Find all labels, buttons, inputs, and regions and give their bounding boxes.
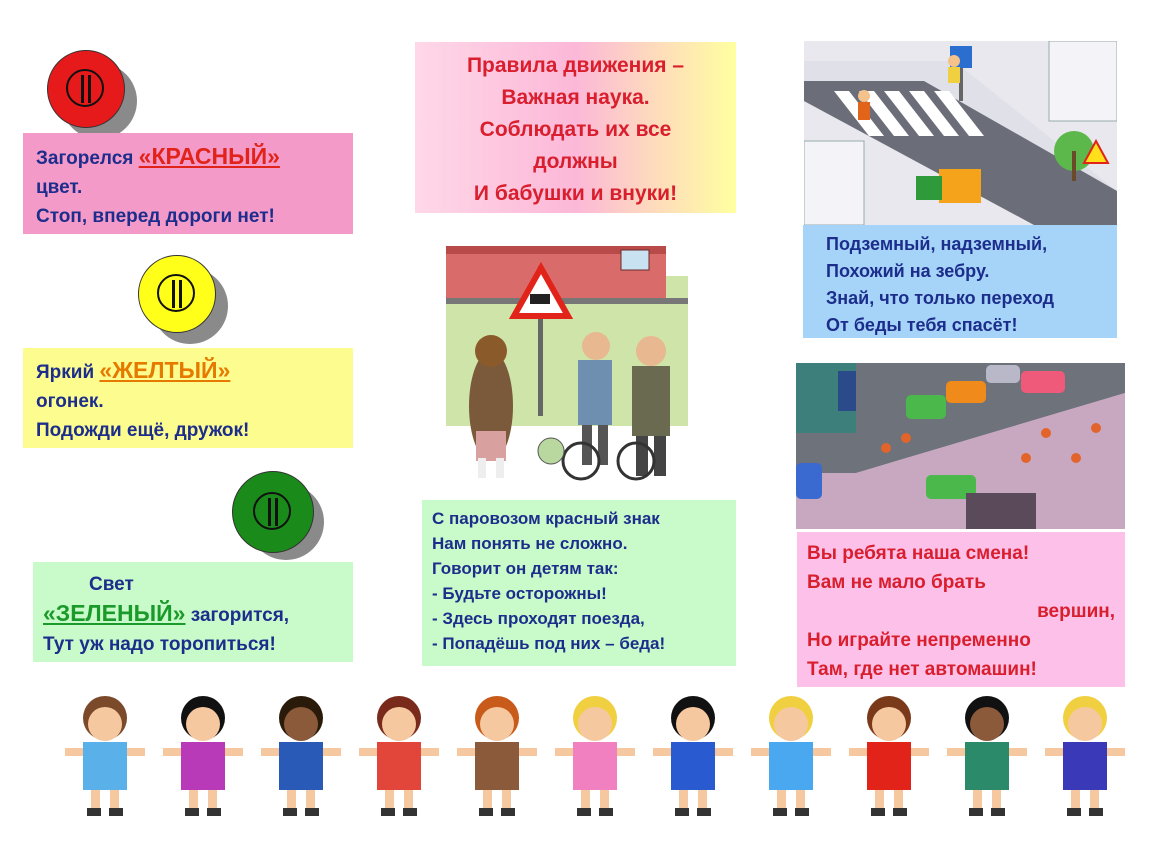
child-figure xyxy=(457,696,537,816)
child-figure xyxy=(555,696,635,816)
child-figure xyxy=(163,696,243,816)
child-figure xyxy=(751,696,831,816)
title-line-5: И бабушки и внуки! xyxy=(473,182,678,205)
red-verse-line-3: Стоп, вперед дороги нет! xyxy=(36,206,275,227)
green-light-icon xyxy=(232,471,332,563)
title-line-3: Соблюдать их все xyxy=(479,118,672,141)
child-figure xyxy=(359,696,439,816)
red-verse-line-1: Загорелся «КРАСНЫЙ» xyxy=(36,143,280,169)
child-figure xyxy=(947,696,1027,816)
red-verse-line-2: цвет. xyxy=(36,177,83,198)
yellow-light-verse xyxy=(23,348,353,448)
play-verse-line-2: Вам не мало брать xyxy=(807,572,986,593)
child-figure xyxy=(849,696,929,816)
title-line-4: должны xyxy=(533,150,618,173)
railway-verse-line-1: С паровозом красный знак xyxy=(432,509,660,528)
railway-verse xyxy=(422,500,736,666)
yellow-verse-line-3: Подожди ещё, дружок! xyxy=(36,420,250,441)
row-of-children-illustration xyxy=(55,690,1125,820)
play-verse-line-1: Вы ребята наша смена! xyxy=(807,543,1030,564)
railway-verse-line-4: - Будьте осторожны! xyxy=(432,584,607,603)
crossing-verse xyxy=(803,225,1117,338)
title-line-2: Важная наука. xyxy=(501,86,650,109)
red-light-verse xyxy=(23,133,353,234)
yellow-verse-line-1: Яркий «ЖЕЛТЫЙ» xyxy=(36,357,231,383)
railway-verse-line-6: - Попадёшь под них – беда! xyxy=(432,634,666,653)
city-street-illustration xyxy=(796,363,1125,529)
crossing-verse-line-1: Подземный, надземный, xyxy=(826,234,1048,254)
crossing-verse-line-3: Знай, что только переход xyxy=(826,288,1055,308)
street-crossing-illustration xyxy=(804,41,1117,225)
railway-verse-line-2: Нам понять не сложно. xyxy=(432,534,628,553)
child-figure xyxy=(261,696,341,816)
crossing-verse-line-4: От беды тебя спасёт! xyxy=(826,315,1018,335)
play-verse-line-4: Но играйте непременно xyxy=(807,630,1031,651)
green-verse-line-1: Свет xyxy=(89,574,134,595)
yellow-light-icon xyxy=(138,255,230,347)
yellow-verse-line-2: огонек. xyxy=(36,391,104,412)
yellow-keyword: «ЖЕЛТЫЙ» xyxy=(99,357,231,383)
play-verse-line-3: вершин, xyxy=(1037,601,1115,622)
red-keyword: «КРАСНЫЙ» xyxy=(138,143,280,169)
green-light-verse xyxy=(33,562,353,662)
play-safely-verse xyxy=(797,532,1125,687)
railway-crossing-illustration xyxy=(446,236,688,486)
green-keyword: «ЗЕЛЕНЫЙ» xyxy=(43,600,186,626)
crossing-verse-line-2: Похожий на зебру. xyxy=(826,261,990,281)
child-figure xyxy=(65,696,145,816)
green-verse-line-2: «ЗЕЛЕНЫЙ» загорится, xyxy=(43,600,290,626)
railway-verse-line-3: Говорит он детям так: xyxy=(432,559,619,578)
child-figure xyxy=(653,696,733,816)
child-figure xyxy=(1045,696,1125,816)
red-light-icon xyxy=(47,50,139,142)
green-verse-line-3: Тут уж надо торопиться! xyxy=(43,634,276,655)
railway-verse-line-5: - Здесь проходят поезда, xyxy=(432,609,645,628)
play-verse-line-5: Там, где нет автомашин! xyxy=(807,659,1037,680)
title-verse xyxy=(415,42,736,213)
title-line-1: Правила движения – xyxy=(466,54,685,77)
